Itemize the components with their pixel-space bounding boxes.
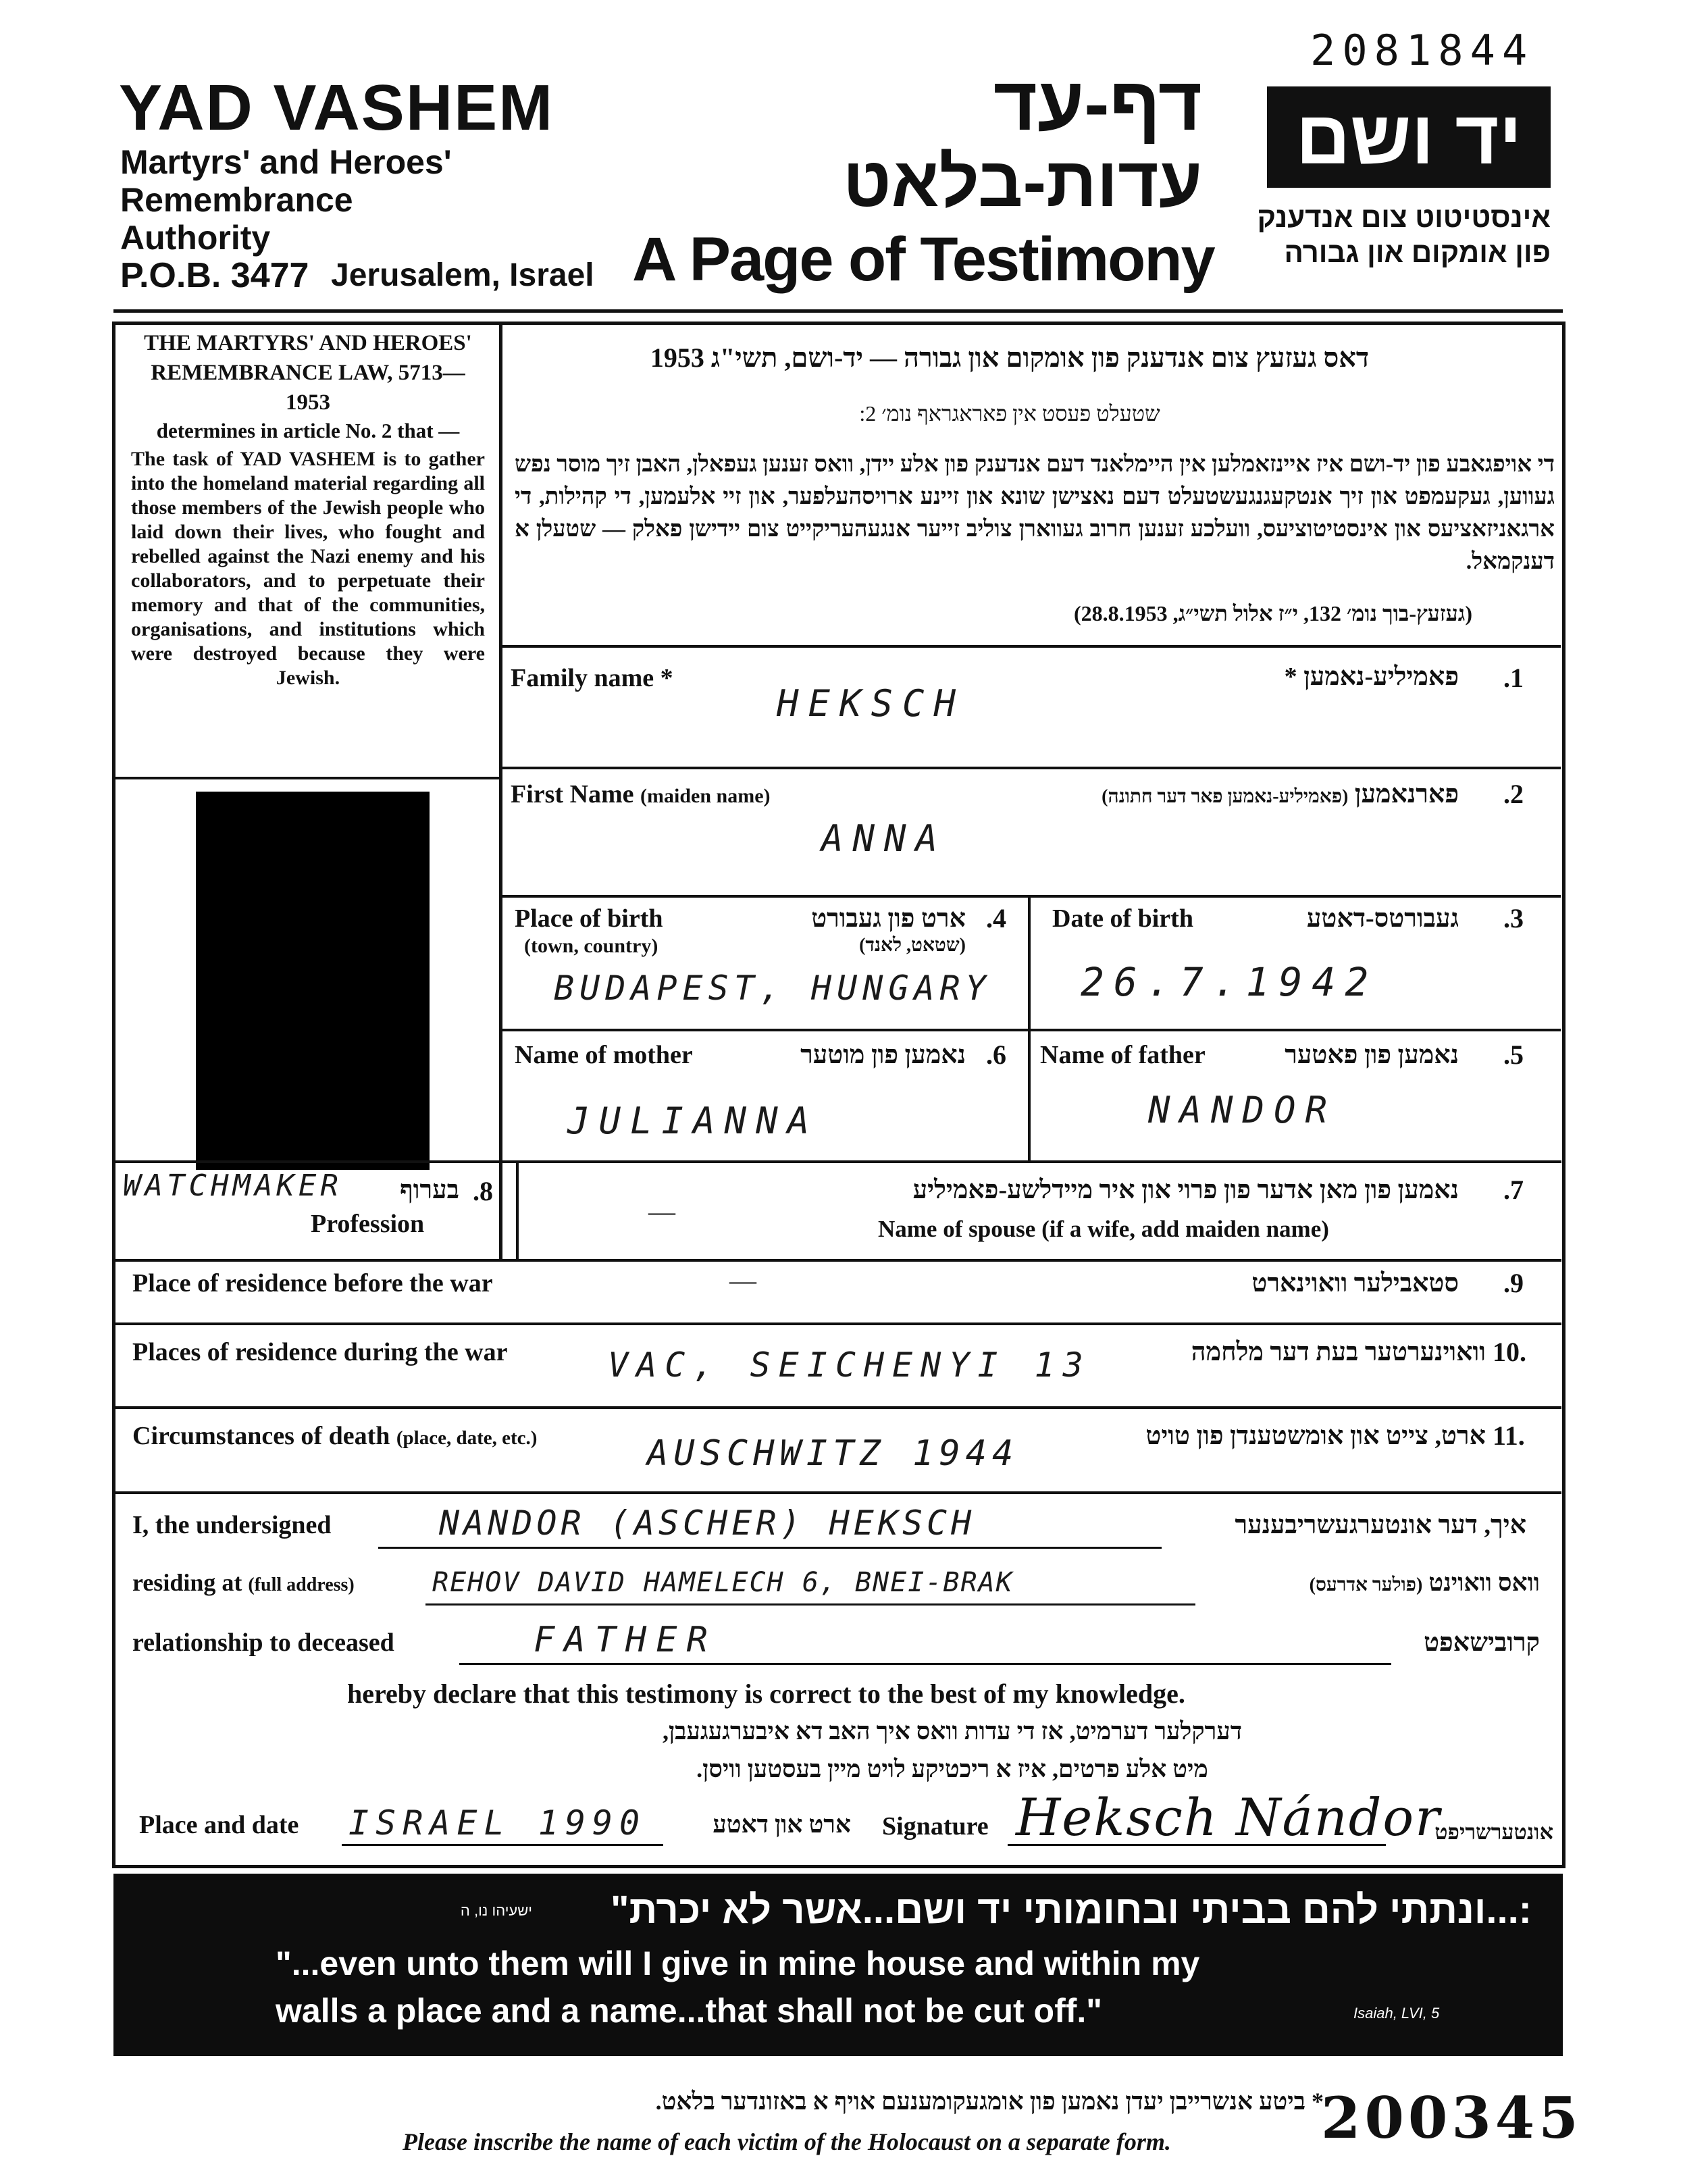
date-of-birth-label: Date of birth	[1052, 904, 1193, 933]
signature-label: Signature	[882, 1812, 989, 1841]
banner-hebrew: :...ונתתי להם בביתי ובחומותי יד ושם...אשר לא יכרת"	[611, 1888, 1532, 1932]
law-article: determines in article No. 2 that —	[156, 419, 460, 442]
mother-name-label-he: נאמען פון מוטער	[800, 1041, 966, 1069]
date-of-birth-label-he: געבורטס-דאטע	[1306, 904, 1459, 933]
profession-label: Profession	[311, 1210, 425, 1238]
field-number: .1	[1503, 663, 1524, 693]
undersigned-label-he: איך, דער אונטערגעשריבענער	[1235, 1511, 1526, 1539]
org-pob: P.O.B. 3477	[120, 256, 309, 295]
left-column-divider	[499, 322, 502, 1262]
yiddish-law-line1: דאס געזעץ צום אנדענק פון אומקום און גבורה — יד-ושם, תשי"ג 1953	[650, 342, 1370, 373]
field-number: .8	[473, 1176, 493, 1206]
profession-label-he: בערוף	[400, 1176, 459, 1204]
undersigned-line	[378, 1547, 1162, 1549]
father-name-value[interactable]: NANDOR	[1148, 1089, 1337, 1131]
field-number: .3	[1503, 903, 1524, 933]
org-subtitle-line: Authority	[120, 219, 271, 257]
residence-before-label: Place of residence before the war	[132, 1269, 493, 1298]
spouse-value[interactable]: —	[648, 1196, 675, 1227]
signature-value[interactable]: Heksch Nándor	[1016, 1787, 1441, 1847]
org-subtitle-line: Remembrance	[120, 181, 353, 219]
divider	[1028, 895, 1031, 1162]
field-number: .2	[1503, 779, 1524, 809]
form-top-rule	[113, 309, 1563, 313]
place-date-label-he: ארט און דאטע	[713, 1811, 851, 1838]
banner-hebrew-ref: ישעיהו נו, ה	[460, 1902, 532, 1919]
family-name-label: Family name *	[511, 664, 673, 692]
institute-line-2: פון אומקום און גבורה	[1284, 236, 1551, 268]
org-subtitle	[120, 143, 452, 257]
place-date-line	[342, 1844, 663, 1846]
law-body: The task of YAD VASHEM is to gather into the homeland material regarding all those members of the Jewish people who laid down their lives, who fought and rebelled against the Nazi enemy and his collaborators, and to perpetuate their memory and that of the communities, organisations, and institutions which were destroyed because they were Jewish.	[131, 448, 485, 689]
field-number: .9	[1503, 1268, 1524, 1298]
document-serial-number: 2081844	[1310, 26, 1534, 75]
place-of-birth-label-he: ארט פון געבורט	[811, 904, 966, 933]
banner-english-ref: Isaiah, LVI, 5	[1353, 2005, 1440, 2022]
residing-line	[425, 1603, 1195, 1606]
yiddish-law-citation: (געזעץ-בוך נומ׳ 132, י״ז אלול תשי״ג, 28.8.1953)	[1073, 601, 1472, 625]
field-number: .5	[1503, 1039, 1524, 1070]
residence-during-label-he: וואוינערטער בעת דער מלחמה	[1191, 1338, 1486, 1366]
residing-label	[132, 1568, 355, 1597]
mother-name-label: Name of mother	[515, 1041, 693, 1069]
org-title: YAD VASHEM	[119, 72, 554, 144]
first-name-label	[511, 779, 771, 809]
residing-label-text: residing at	[132, 1569, 242, 1596]
law-box-divider	[115, 777, 500, 779]
relationship-value[interactable]: FATHER	[534, 1620, 717, 1660]
page-title: A Page of Testimony	[632, 225, 1214, 294]
circumstances-label	[132, 1421, 537, 1451]
residing-he-note: (פולער אדרעס)	[1309, 1574, 1423, 1595]
field-number: 10.	[1493, 1337, 1526, 1367]
place-of-birth-note: (town, country)	[524, 935, 658, 957]
circumstances-value[interactable]: AUSCHWITZ 1944	[647, 1433, 1019, 1474]
place-of-birth-value[interactable]: BUDAPEST, HUNGARY	[554, 969, 991, 1008]
org-city: Jerusalem, Israel	[331, 257, 594, 293]
rule	[112, 1406, 1561, 1409]
father-name-label-he: נאמען פון פאטער	[1285, 1041, 1459, 1069]
residing-label-note: (full address)	[248, 1574, 355, 1595]
rule	[112, 1160, 1561, 1163]
divider	[516, 1162, 519, 1260]
footer-english: Please inscribe the name of each victim of the Holocaust on a separate form.	[403, 2128, 1171, 2155]
residence-during-value[interactable]: VAC, SEICHENYI 13	[608, 1345, 1091, 1385]
first-name-label-he	[973, 779, 1459, 809]
logo-text: יד ושם	[1295, 95, 1522, 180]
undersigned-label: I, the undersigned	[132, 1511, 332, 1539]
field-number: .4	[986, 903, 1006, 933]
institute-line-1: אינסטיטוט צום אנדענק	[1257, 201, 1551, 233]
yiddish-law-body: די אויפגאבע פון יד-ושם איז איינזאמלען אין היימלאנד דעם אנדענק פון אלע יידן, וואס זענען געפאלן, האבן זיך מוסר נפש געווען, געקעמפט און זיך אנטקעגנגעשטעלט דעם נאצישן שונא און זיינע ארויסהעלפער, און זיי אלעמען, די קהילות, די ארגאניזאציעס און אינסטיטוציעס, וועלכע זענען חרוב געווארן צוליב זייער אנגעהעריקייט צום יידישן פאלק — שטעלן א דענקמאל.	[515, 452, 1555, 574]
yiddish-law-line2: שטעלט פעסט אין פאראגראף נומ׳ 2:	[859, 401, 1160, 426]
org-subtitle-line: Martyrs' and Heroes'	[120, 143, 452, 181]
form-number: 200345	[1321, 2084, 1582, 2151]
signature-label-he: אונטערשריפט	[1434, 1820, 1553, 1844]
residing-he-text: וואס וואוינט	[1428, 1569, 1540, 1596]
yad-vashem-logo	[1267, 86, 1551, 188]
circumstances-label-text: Circumstances of death	[132, 1422, 390, 1450]
yiddish-title-2: עדות-בלאט	[843, 143, 1202, 222]
first-name-value[interactable]: ANNA	[821, 817, 948, 860]
family-name-label-he: פאמיליע-נאמען *	[1284, 663, 1459, 691]
undersigned-value[interactable]: NANDOR (ASCHER) HEKSCH	[439, 1504, 976, 1543]
rule	[500, 645, 1561, 648]
circumstances-label-he: ארט, צייט און אומשטענדן פון טויט	[1145, 1422, 1486, 1450]
residing-label-he	[1202, 1568, 1540, 1597]
law-box	[119, 328, 497, 774]
first-name-he-text: פארנאמען	[1354, 780, 1459, 808]
residence-before-value[interactable]: —	[729, 1265, 756, 1295]
banner-english-2: walls a place and a name...that shall not be cut off."	[276, 1992, 1102, 2030]
law-heading: THE MARTYRS' AND HEROES' REMEMBRANCE LAW, 5713—1953	[144, 331, 472, 415]
footer-yiddish: * ביטע אנשרייבן יעדן נאמען פון אומגעקומענעם אויף א באזונדער בלאט.	[655, 2088, 1324, 2115]
field-number: 11.	[1493, 1420, 1525, 1451]
spouse-label: Name of spouse (if a wife, add maiden name)	[878, 1216, 1329, 1242]
mother-name-value[interactable]: JULIANNA	[567, 1100, 819, 1142]
circumstances-label-note: (place, date, etc.)	[396, 1427, 538, 1449]
date-of-birth-value[interactable]: 26.7.1942	[1081, 959, 1378, 1005]
relationship-label: relationship to deceased	[132, 1628, 394, 1657]
place-date-value[interactable]: ISRAEL 1990	[348, 1803, 647, 1843]
first-name-label-note: (maiden name)	[640, 785, 771, 807]
yiddish-title-1: דף-עד	[993, 61, 1202, 146]
father-name-label: Name of father	[1040, 1041, 1206, 1069]
place-of-birth-note-he: (שטאט, לאנד)	[859, 935, 966, 956]
residing-value[interactable]: REHOV DAVID HAMELECH 6, BNEI-BRAK	[432, 1567, 1014, 1598]
first-name-he-note: (פאמיליע-נאמען פאר דער חתונה)	[1102, 786, 1349, 807]
residence-during-label: Places of residence during the war	[132, 1338, 508, 1366]
rule	[500, 767, 1561, 769]
banner-english-1: "...even unto them will I give in mine house and within my	[276, 1945, 1200, 1982]
place-of-birth-label: Place of birth	[515, 904, 663, 933]
rule	[112, 1322, 1561, 1325]
field-number: .7	[1503, 1175, 1524, 1205]
profession-value[interactable]: WATCHMAKER	[123, 1168, 342, 1203]
declaration-yiddish-2: מיט אלע פרטים, איז א ריכטיקע לויט מיין בעסטען וויסן.	[696, 1755, 1208, 1782]
field-number: .6	[986, 1039, 1006, 1070]
quote-banner	[113, 1874, 1563, 2056]
declaration-yiddish-1: דערקלער דערמיט, אז די עדות וואס איך האב דא איבערגעגעבן,	[662, 1718, 1243, 1745]
rule	[500, 1029, 1561, 1031]
redacted-photo	[196, 792, 430, 1170]
spouse-label-he: נאמען פון מאן אדער פון פרוי און איר מיידלשע-פאמיליע	[912, 1176, 1459, 1204]
first-name-label-text: First Name	[511, 780, 634, 808]
declaration-english: hereby declare that this testimony is correct to the best of my knowledge.	[347, 1678, 1185, 1709]
rule	[500, 895, 1561, 898]
relationship-label-he: קרובישאפט	[1424, 1628, 1540, 1657]
rule	[112, 1491, 1561, 1494]
family-name-value[interactable]: HEKSCH	[777, 682, 966, 725]
residence-before-label-he: סטאבילער וואוינארט	[1251, 1269, 1459, 1298]
place-date-label: Place and date	[139, 1811, 299, 1839]
relationship-line	[459, 1663, 1391, 1665]
rule	[112, 1259, 1561, 1262]
